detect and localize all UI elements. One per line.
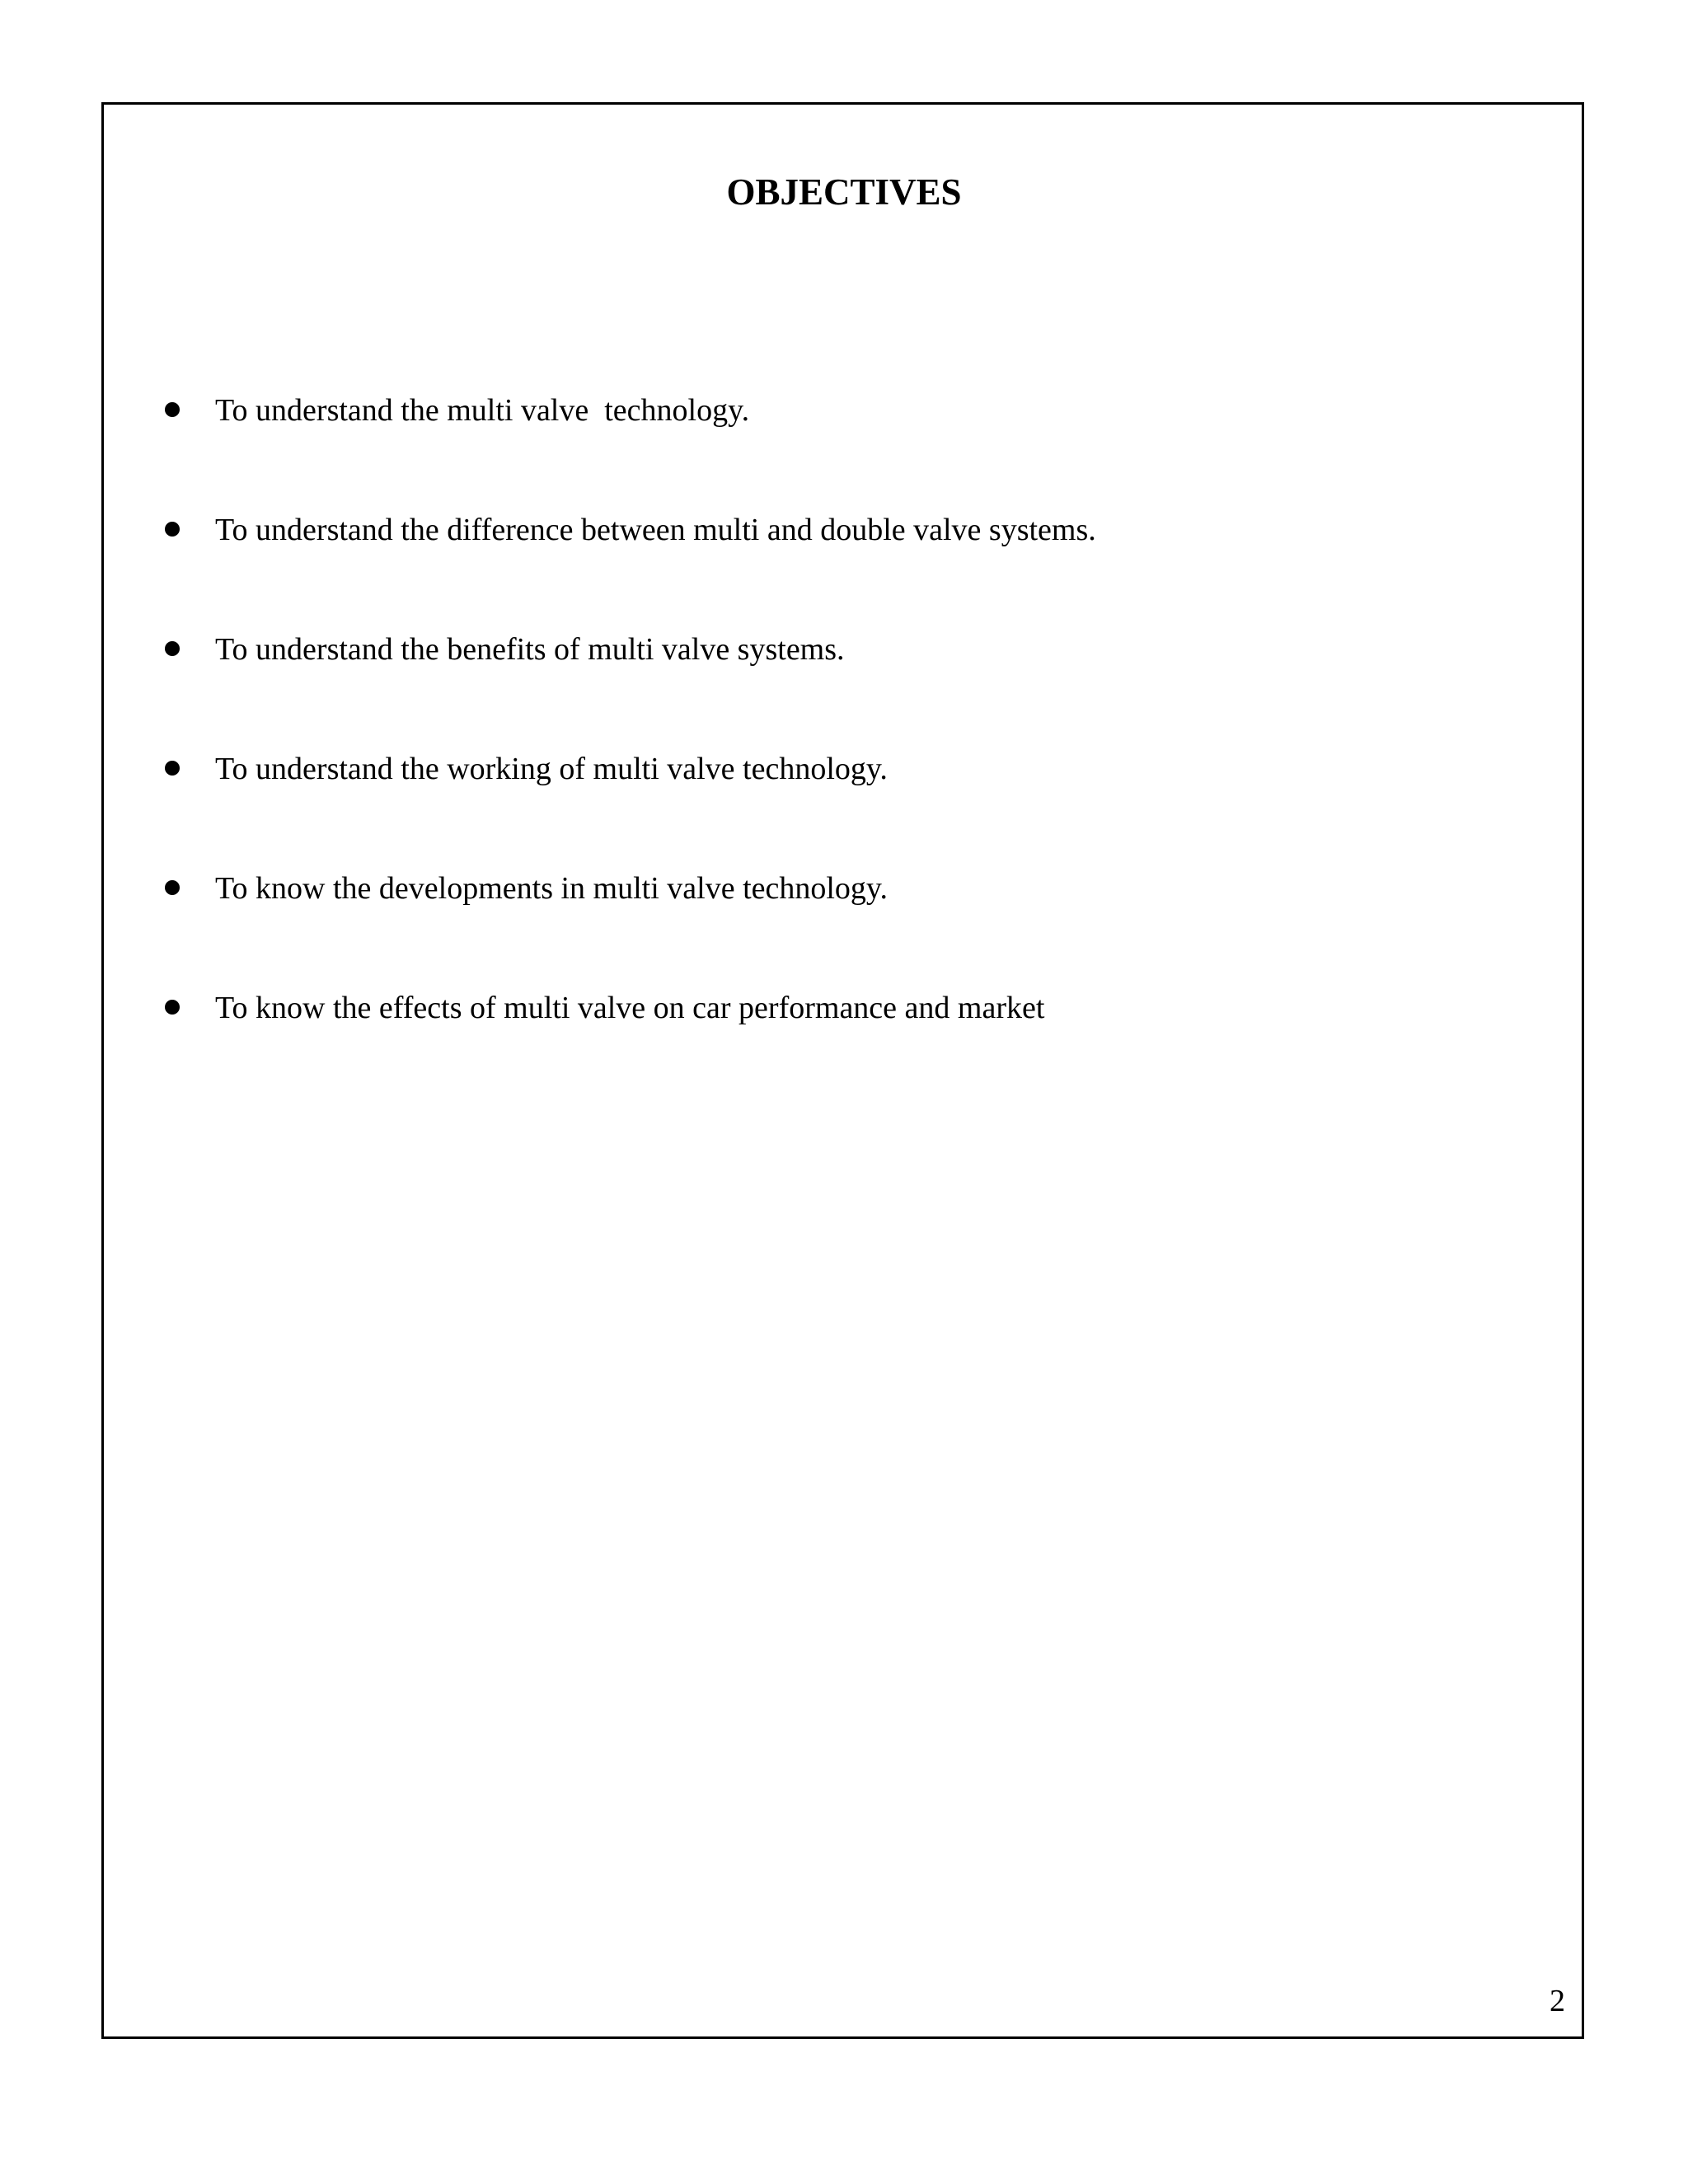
list-item (0, 990, 1401, 1039)
list-item (0, 751, 1401, 800)
list-item (0, 870, 1401, 920)
page-title: OBJECTIVES (726, 171, 962, 213)
bullet-icon (165, 880, 180, 895)
objective-text: To understand the benefits of multi valve systems. (215, 632, 845, 667)
bullet-icon (165, 761, 180, 776)
objective-text: To understand the working of multi valve technology. (215, 752, 888, 786)
objective-text: To understand the multi valve technology. (215, 393, 750, 428)
list-item (0, 392, 1401, 442)
objective-text: To know the effects of multi valve on car performance and market (215, 991, 1045, 1025)
objective-text: To understand the difference between multi and double valve systems. (215, 513, 1096, 547)
bullet-icon (165, 1000, 180, 1015)
bullet-icon (165, 641, 180, 656)
bullet-icon (165, 522, 180, 537)
list-item (0, 512, 1401, 561)
list-item (0, 631, 1401, 681)
bullet-icon (165, 402, 180, 417)
page-number: 2 (1550, 1984, 1565, 2018)
objective-text: To know the developments in multi valve technology. (215, 871, 888, 906)
